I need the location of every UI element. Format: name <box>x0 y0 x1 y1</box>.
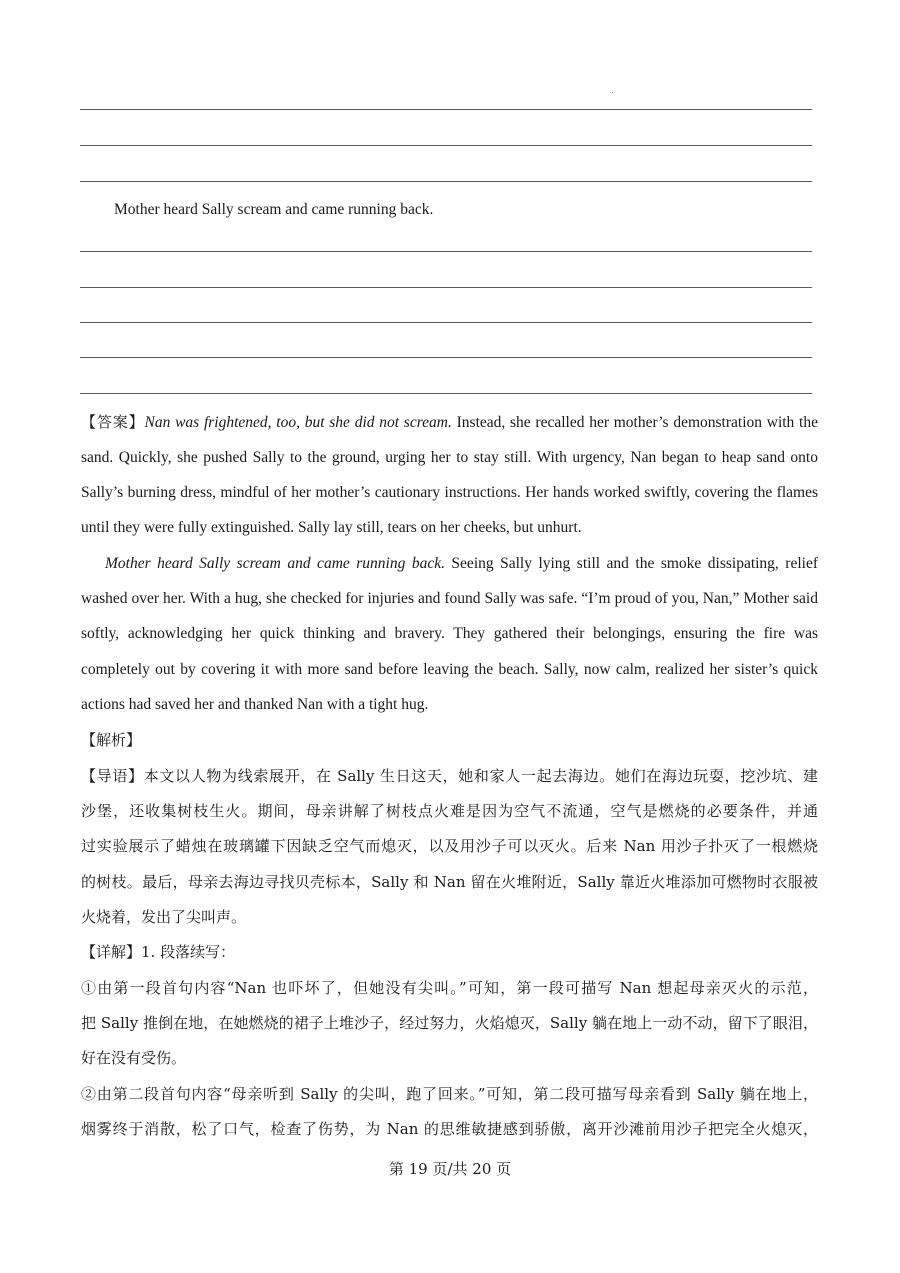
writing-line <box>80 322 812 323</box>
analysis-tag: 【解析】 <box>81 731 142 749</box>
writing-line <box>80 145 812 146</box>
answer-p2-line: completely out by covering it with more sand before leaving the beach. Sally, now calm, realized her sister’s quick <box>81 661 818 678</box>
stray-mark <box>612 92 613 93</box>
writing-line <box>80 251 812 252</box>
detail-heading: 1. 段落续写： <box>141 943 236 961</box>
page-number: 第 19 页/共 20 页 <box>388 1160 512 1178</box>
answer-p2-first-sentence: Mother heard Sally scream and came running back. <box>105 555 445 572</box>
answer-tag: 【答案】 <box>81 413 145 431</box>
writing-line <box>80 109 812 110</box>
guide-line: 的树枝。最后，母亲去海边寻找贝壳标本，Sally 和 Nan 留在火堆附近，Sally 靠近火堆添加可燃物时衣服被 <box>81 873 818 891</box>
writing-line <box>80 393 812 394</box>
answer-p1-line: sand. Quickly, she pushed Sally to the ground, urging her to stay still. With urgency, Nan began to heap sand onto <box>81 449 818 466</box>
answer-p1-line: 【答案】Nan was frightened, too, but she did not scream. Instead, she recalled her mother’s demonstration with the <box>81 413 818 431</box>
guide-line: 【导语】本文以人物为线索展开，在 Sally 生日这天，她和家人一起去海边。她们在海边玩耍，挖沙坑、建 <box>81 767 818 785</box>
point1-line: 把 Sally 推倒在地，在她燃烧的裙子上堆沙子，经过努力，火焰熄灭，Sally 躺在地上一动不动，留下了眼泪， <box>81 1014 818 1032</box>
guide-tag: 【导语】 <box>81 767 144 785</box>
writing-line <box>80 287 812 288</box>
paragraph2-prompt: Mother heard Sally scream and came running back. <box>114 201 434 218</box>
point2-line: 烟雾终于消散，松了口气，检查了伤势，为 Nan 的思维敏捷感到骄傲，离开沙滩前用沙子把完全火熄灭， <box>81 1120 818 1138</box>
point1-line: ①由第一段首句内容“Nan 也吓坏了，但她没有尖叫。”可知，第一段可描写 Nan 想起母亲灭火的示范， <box>81 979 818 997</box>
writing-line <box>80 357 812 358</box>
answer-p2-line: actions had saved her and thanked Nan with a tight hug. <box>81 696 429 713</box>
guide-line: 沙堡，还收集树枝生火。期间，母亲讲解了树枝点火难是因为空气不流通，空气是燃烧的必要条件，并通 <box>81 802 818 820</box>
guide-line: 过实验展示了蜡烛在玻璃罐下因缺乏空气而熄灭，以及用沙子可以灭火。后来 Nan 用沙子扑灭了一根燃烧 <box>81 837 818 855</box>
guide-line: 火烧着，发出了尖叫声。 <box>81 908 247 926</box>
answer-p1-line: until they were fully extinguished. Sally lay still, tears on her cheeks, but unhurt. <box>81 519 582 536</box>
answer-p2-line: softly, acknowledging her quick thinking and bravery. They gathered their belongings, ensuring the fire was <box>81 625 818 642</box>
answer-p2-line: Mother heard Sally scream and came running back. Seeing Sally lying still and the smoke dissipating, relief <box>105 555 818 572</box>
point2-line: ②由第二段首句内容“母亲听到 Sally 的尖叫，跑了回来。”可知，第二段可描写母亲看到 Sally 躺在地上， <box>81 1085 818 1103</box>
answer-p1-line: Sally’s burning dress, mindful of her mother’s cautionary instructions. Her hands worked swiftly, covering the flames <box>81 484 818 501</box>
answer-p2-line: washed over her. With a hug, she checked for injuries and found Sally was safe. “I’m proud of you, Nan,” Mother said <box>81 590 818 607</box>
point1-line: 好在没有受伤。 <box>81 1049 187 1067</box>
detail-heading-line <box>81 942 818 962</box>
answer-p1-first-sentence: Nan was frightened, too, but she did not scream. <box>144 414 452 431</box>
writing-line <box>80 181 812 182</box>
detail-tag: 【详解】 <box>81 943 142 961</box>
